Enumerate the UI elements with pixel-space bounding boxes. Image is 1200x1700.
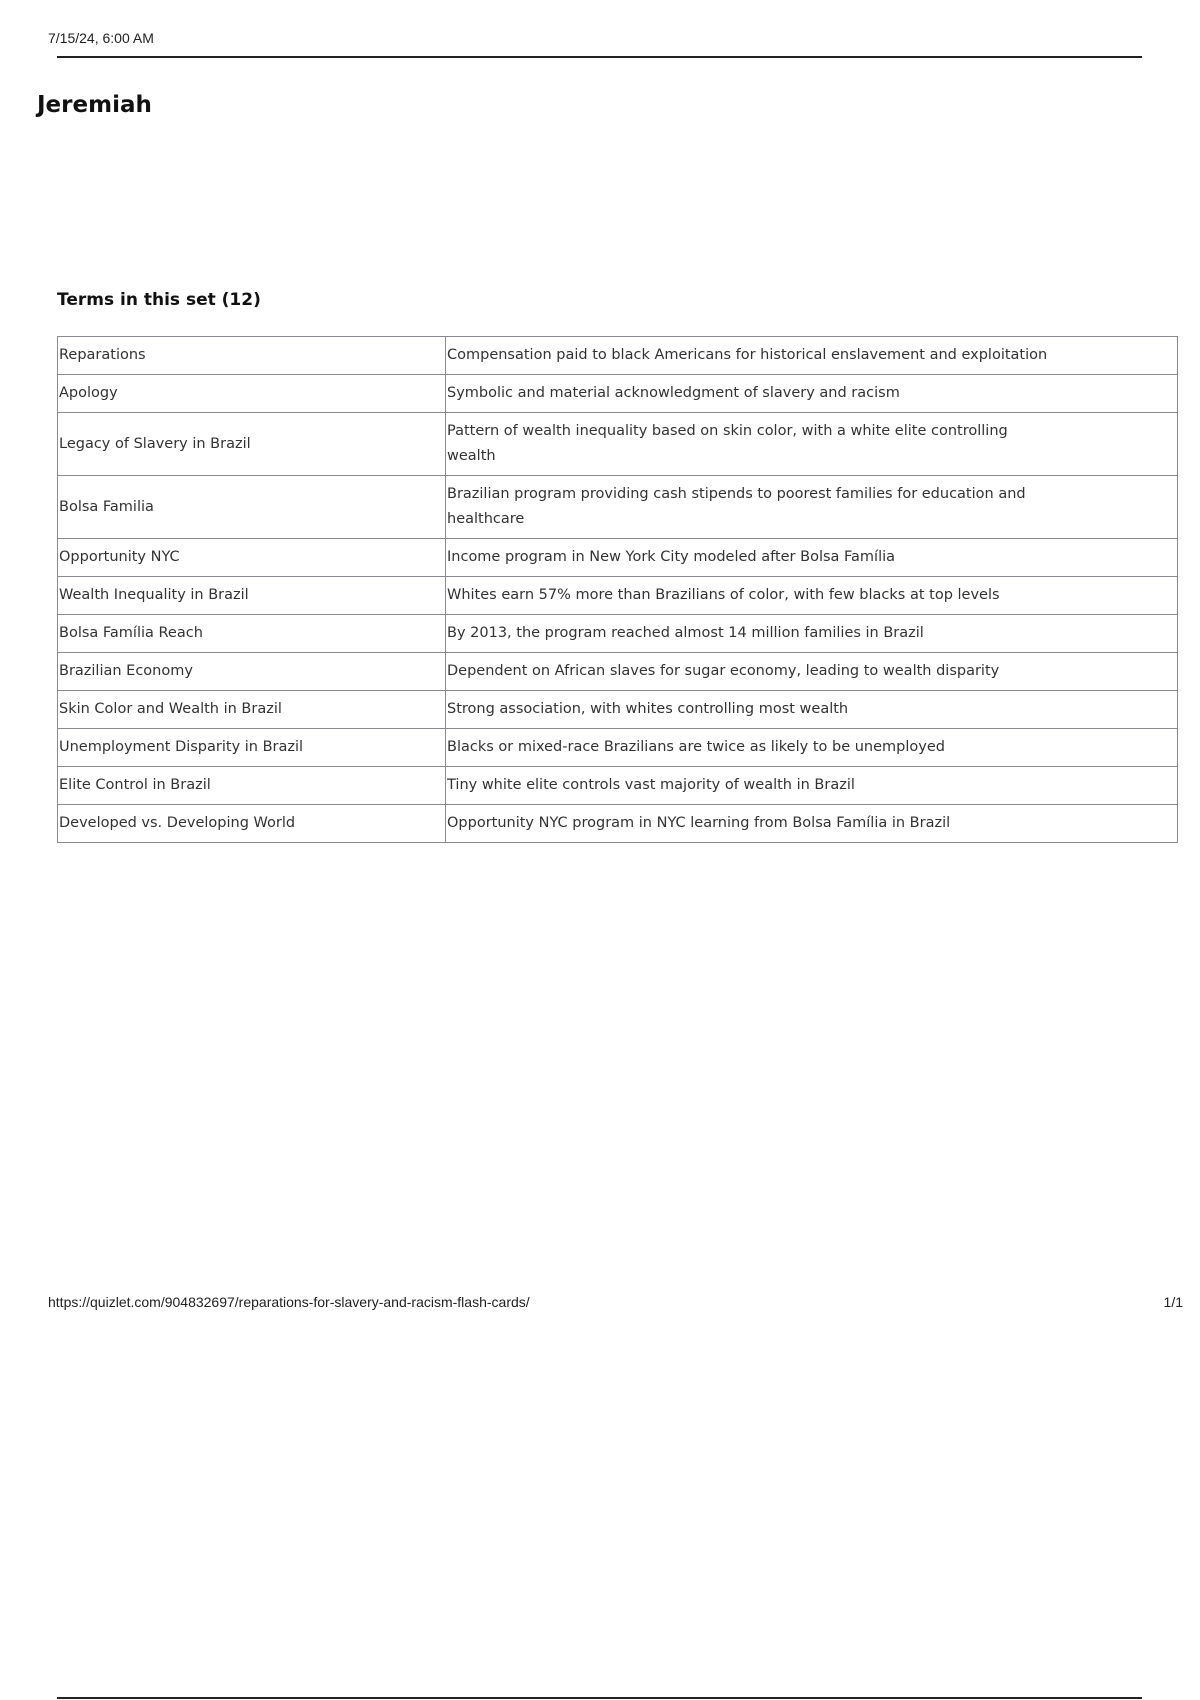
user-name: Jeremiah <box>37 92 152 118</box>
term-cell: Brazilian Economy <box>58 653 446 691</box>
definition-cell <box>446 653 1178 691</box>
definition-text: Brazilian program providing cash stipends to poorest families for education and healthcare <box>447 486 1026 527</box>
definition-text: By 2013, the program reached almost 14 million families in Brazil <box>447 625 924 641</box>
term-cell: Developed vs. Developing World <box>58 805 446 843</box>
table-row <box>58 476 1178 539</box>
table-row <box>58 653 1178 691</box>
term-cell: Unemployment Disparity in Brazil <box>58 729 446 767</box>
term-cell: Skin Color and Wealth in Brazil <box>58 691 446 729</box>
term-cell: Legacy of Slavery in Brazil <box>58 413 446 476</box>
term-cell: Apology <box>58 375 446 413</box>
term-cell: Bolsa Família Reach <box>58 615 446 653</box>
terms-table <box>57 336 1178 843</box>
definition-cell <box>446 691 1178 729</box>
table-row <box>58 577 1178 615</box>
table-row <box>58 539 1178 577</box>
term-cell: Wealth Inequality in Brazil <box>58 577 446 615</box>
table-row <box>58 413 1178 476</box>
definition-text: Opportunity NYC program in NYC learning from Bolsa Família in Brazil <box>447 815 951 831</box>
definition-text: Whites earn 57% more than Brazilians of color, with few blacks at top levels <box>447 587 1000 603</box>
header-divider <box>57 56 1142 58</box>
definition-cell <box>446 615 1178 653</box>
definition-cell <box>446 577 1178 615</box>
definition-text: Symbolic and material acknowledgment of slavery and racism <box>447 385 900 401</box>
table-row <box>58 615 1178 653</box>
page-number: 1/1 <box>1163 1294 1183 1310</box>
definition-cell <box>446 476 1178 539</box>
definition-cell <box>446 805 1178 843</box>
table-row <box>58 805 1178 843</box>
table-row <box>58 729 1178 767</box>
term-cell: Elite Control in Brazil <box>58 767 446 805</box>
term-cell: Opportunity NYC <box>58 539 446 577</box>
table-row <box>58 337 1178 375</box>
footer-divider <box>57 1697 1142 1699</box>
definition-cell <box>446 767 1178 805</box>
definition-text: Dependent on African slaves for sugar economy, leading to wealth disparity <box>447 663 1000 679</box>
definition-text: Tiny white elite controls vast majority of wealth in Brazil <box>447 777 855 793</box>
definition-text: Strong association, with whites controlling most wealth <box>447 701 849 717</box>
print-timestamp: 7/15/24, 6:00 AM <box>48 30 154 46</box>
page-url-link[interactable]: https://quizlet.com/904832697/reparations-for-slavery-and-racism-flash-cards/ <box>48 1294 530 1310</box>
term-cell: Bolsa Familia <box>58 476 446 539</box>
table-row <box>58 691 1178 729</box>
definition-cell <box>446 375 1178 413</box>
definition-cell <box>446 539 1178 577</box>
definition-cell <box>446 729 1178 767</box>
terms-heading: Terms in this set (12) <box>57 290 261 310</box>
definition-cell <box>446 337 1178 375</box>
definition-cell <box>446 413 1178 476</box>
table-row <box>58 767 1178 805</box>
table-row <box>58 375 1178 413</box>
term-cell: Reparations <box>58 337 446 375</box>
definition-text: Pattern of wealth inequality based on skin color, with a white elite controlling wealth <box>447 423 1008 464</box>
definition-text: Blacks or mixed-race Brazilians are twice as likely to be unemployed <box>447 739 945 755</box>
definition-text: Compensation paid to black Americans for historical enslavement and exploitation <box>447 347 1048 363</box>
definition-text: Income program in New York City modeled after Bolsa Família <box>447 549 896 565</box>
